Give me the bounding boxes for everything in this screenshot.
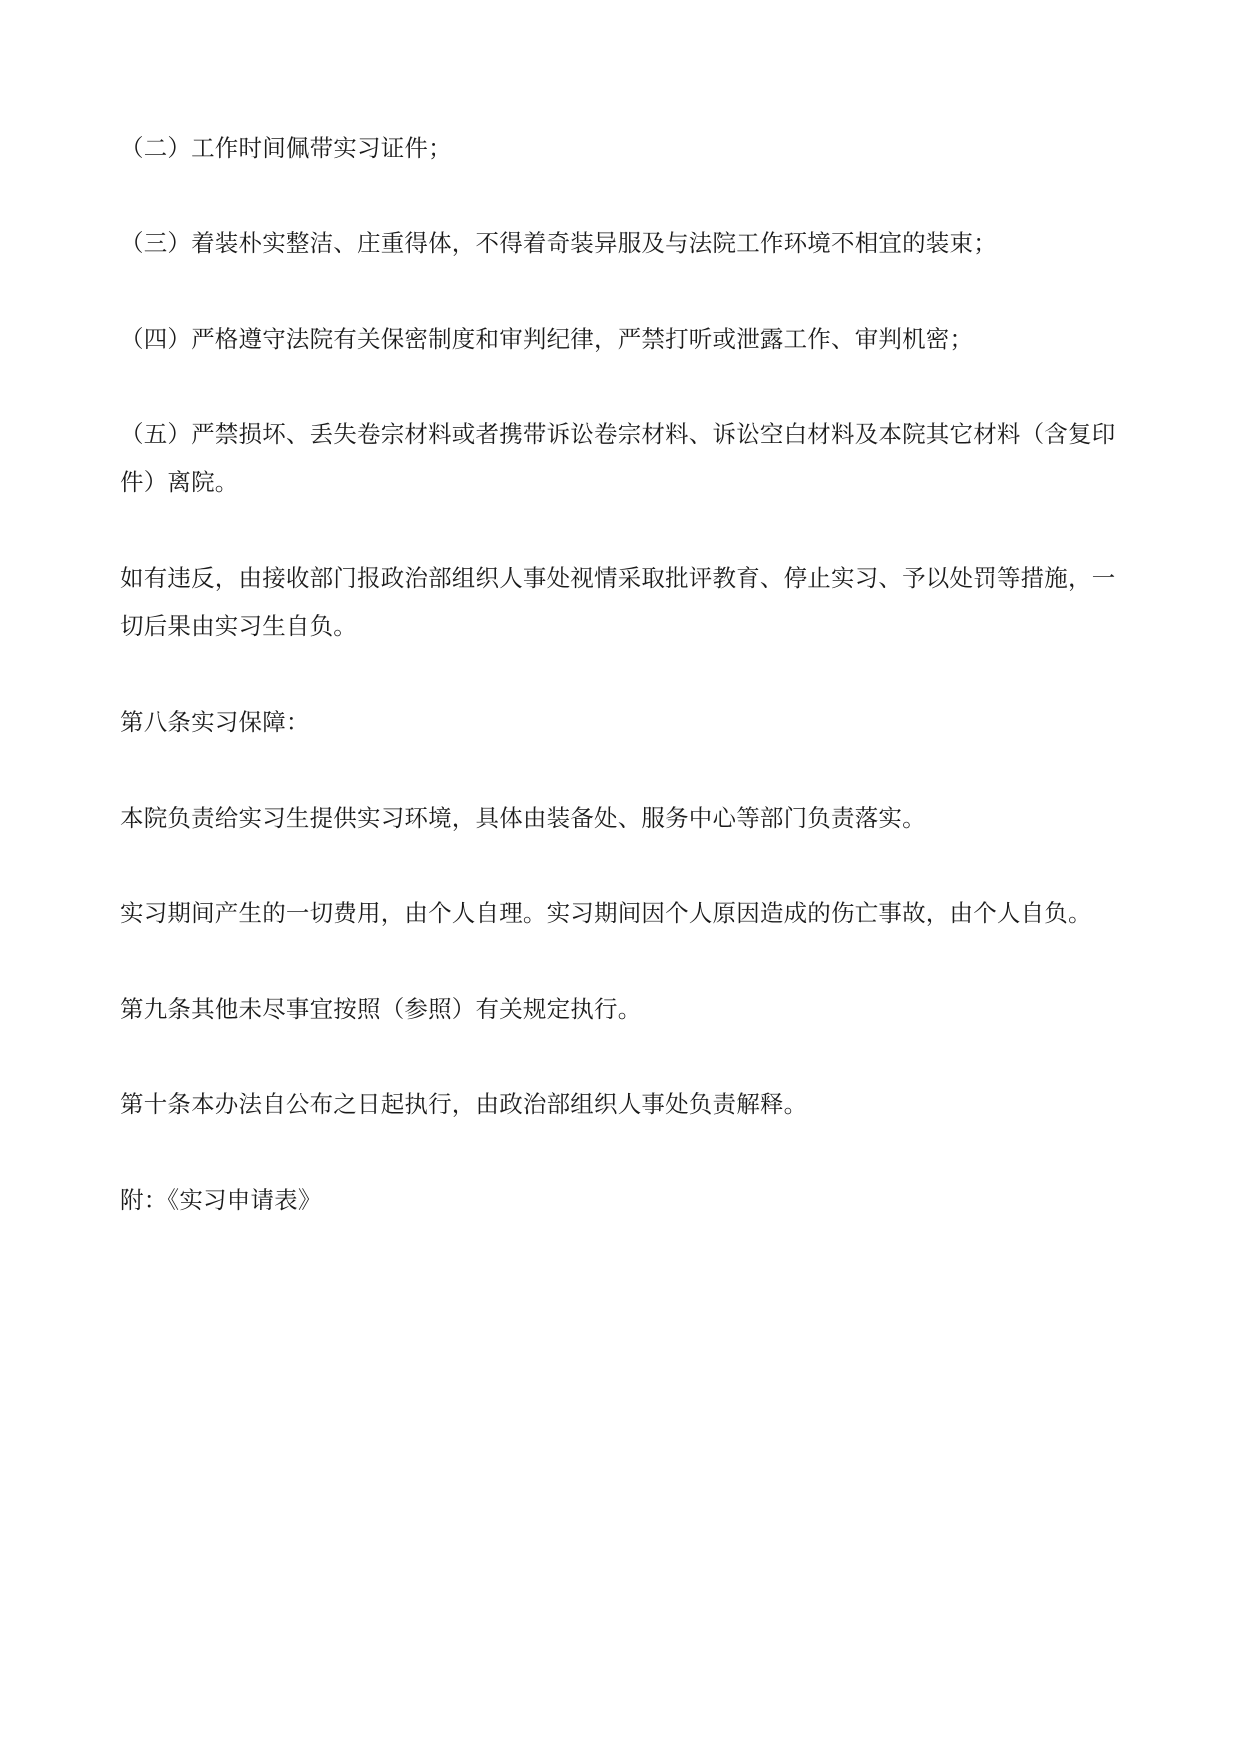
- paragraph-item-4: （四）严格遵守法院有关保密制度和审判纪律，严禁打听或泄露工作、审判机密；: [120, 325, 974, 353]
- paragraph-article-9: 第九条其他未尽事宜按照（参照）有关规定执行。: [120, 995, 642, 1023]
- paragraph-article-10: 第十条本办法自公布之日起执行，由政治部组织人事处负责解释。: [120, 1090, 808, 1118]
- paragraph-item-3: （三）着装朴实整洁、庄重得体，不得着奇装异服及与法院工作环境不相宜的装束；: [120, 229, 997, 257]
- paragraph-violation: 如有违反，由接收部门报政治部组织人事处视情采取批评教育、停止实习、予以处罚等措施，一切后果由实习生自负。: [120, 564, 1116, 640]
- paragraph-expenses: 实习期间产生的一切费用，由个人自理。实习期间因个人原因造成的伤亡事故，由个人自负。: [120, 899, 1092, 927]
- paragraph-article-8-heading: 第八条实习保障：: [120, 708, 310, 736]
- paragraph-item-5: （五）严禁损坏、丢失卷宗材料或者携带诉讼卷宗材料、诉讼空白材料及本院其它材料（含复印件）离院。: [120, 420, 1116, 496]
- paragraph-environment: 本院负责给实习生提供实习环境，具体由装备处、服务中心等部门负责落实。: [120, 804, 926, 832]
- paragraph-item-2: （二）工作时间佩带实习证件；: [120, 134, 452, 162]
- paragraph-attachment: 附：《实习申请表》: [120, 1186, 322, 1214]
